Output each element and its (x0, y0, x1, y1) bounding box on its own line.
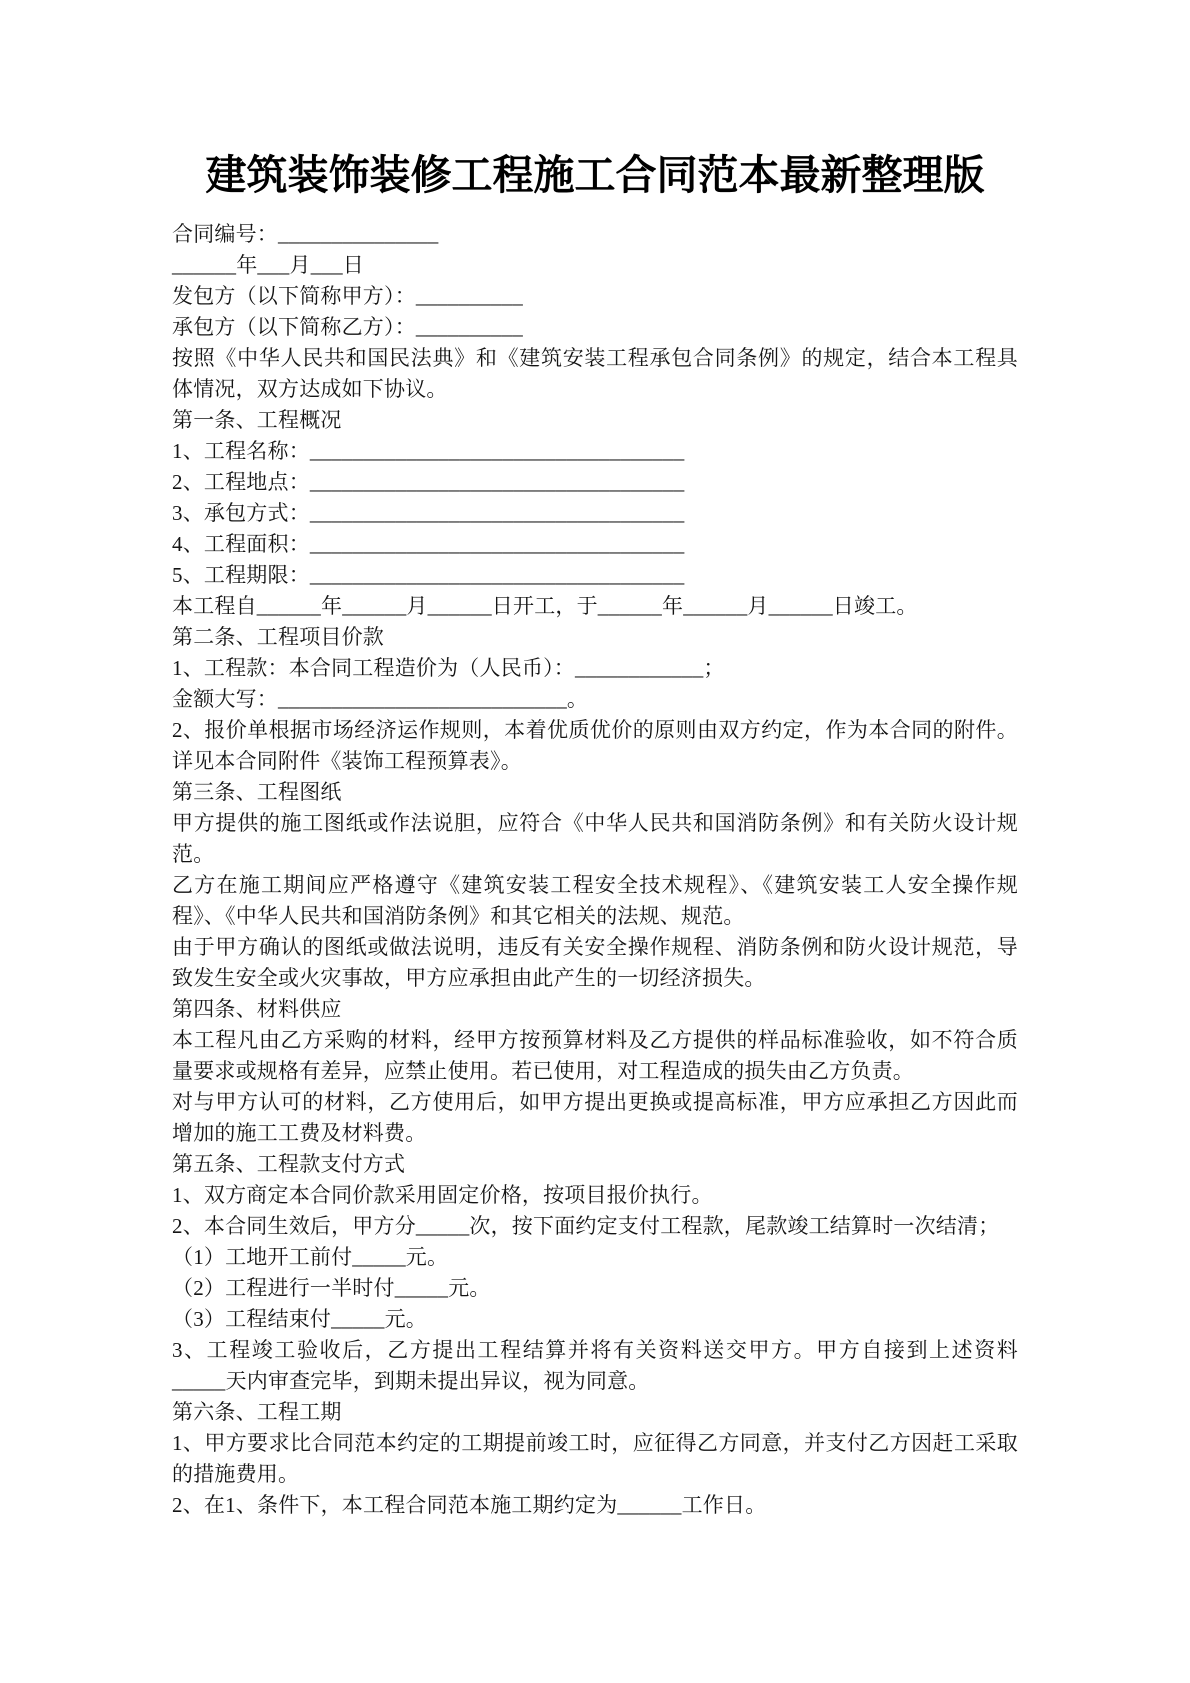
payment-installments-line: 2、本合同生效后，甲方分_____次，按下面约定支付工程款，尾款竣工结算时一次结清； (172, 1214, 1000, 1239)
materials-change-paragraph: 对与甲方认可的材料，乙方使用后，如甲方提出更换或提高标准，甲方应承担乙方因此而增加的施工工费及材料费。 (172, 1090, 1018, 1146)
working-days-line: 2、在1、条件下，本工程合同范本施工期约定为______工作日。 (172, 1493, 767, 1518)
fixed-price-line: 1、双方商定本合同价款采用固定价格，按项目报价执行。 (172, 1183, 713, 1208)
preamble-paragraph: 按照《中华人民共和国民法典》和《建筑安装工程承包合同条例》的规定，结合本工程具体情况，双方达成如下协议。 (172, 346, 1018, 402)
amount-in-words-line: 金额大写：___________________________。 (172, 687, 589, 712)
safety-regulations-paragraph: 乙方在施工期间应严格遵守《建筑安装工程安全技术规程》、《建筑安装工人安全操作规程》、《中华人民共和国消防条例》和其它相关的法规、规范。 (172, 873, 1018, 929)
project-location-line: 2、工程地点：___________________________________ (172, 470, 685, 495)
project-term-line: 5、工程期限：___________________________________ (172, 563, 685, 588)
quotation-paragraph: 2、报价单根据市场经济运作规则，本着优质优价的原则由双方约定，作为本合同的附件。详见本合同附件《装饰工程预算表》。 (172, 718, 1018, 774)
document-title: 建筑装饰装修工程施工合同范本最新整理版 (205, 151, 985, 199)
liability-paragraph: 由于甲方确认的图纸或做法说明，违反有关安全操作规程、消防条例和防火设计规范，导致发生安全或火灾事故，甲方应承担由此产生的一切经济损失。 (172, 935, 1018, 991)
contract-number-line: 合同编号：_______________ (172, 222, 439, 247)
payment-2-line: （2）工程进行一半时付_____元。 (172, 1276, 491, 1301)
early-completion-paragraph: 1、甲方要求比合同范本约定的工期提前竣工时，应征得乙方同意，并支付乙方因赶工采取的措施费用。 (172, 1431, 1018, 1487)
contracting-method-line: 3、承包方式：___________________________________ (172, 501, 685, 526)
payment-3-line: （3）工程结束付_____元。 (172, 1307, 427, 1332)
document-body (172, 219, 1018, 1521)
clause-2-heading: 第二条、工程项目价款 (172, 625, 384, 650)
payment-1-line: （1）工地开工前付_____元。 (172, 1245, 449, 1270)
clause-5-heading: 第五条、工程款支付方式 (172, 1152, 406, 1177)
clause-1-heading: 第一条、工程概况 (172, 408, 342, 433)
party-b-line: 承包方（以下简称乙方）：__________ (172, 315, 523, 340)
party-a-line: 发包方（以下简称甲方）：__________ (172, 284, 523, 309)
project-area-line: 4、工程面积：___________________________________ (172, 532, 685, 557)
construction-dates-line: 本工程自______年______月______日开工，于______年______月______日竣工。 (172, 594, 918, 619)
settlement-paragraph: 3、工程竣工验收后，乙方提出工程结算并将有关资料送交甲方。甲方自接到上述资料_____天内审查完毕，到期未提出异议，视为同意。 (172, 1338, 1018, 1394)
contract-price-line: 1、工程款：本合同工程造价为（人民币）：____________； (172, 656, 725, 681)
clause-3-heading: 第三条、工程图纸 (172, 780, 342, 805)
materials-acceptance-paragraph: 本工程凡由乙方采购的材料，经甲方按预算材料及乙方提供的样品标准验收，如不符合质量要求或规格有差异，应禁止使用。若已使用，对工程造成的损失由乙方负责。 (172, 1028, 1018, 1084)
clause-6-heading: 第六条、工程工期 (172, 1400, 342, 1425)
project-name-line: 1、工程名称：___________________________________ (172, 439, 685, 464)
clause-4-heading: 第四条、材料供应 (172, 997, 342, 1022)
drawings-paragraph: 甲方提供的施工图纸或作法说胆，应符合《中华人民共和国消防条例》和有关防火设计规范。 (172, 811, 1018, 867)
signing-date-line: ______年___月___日 (172, 253, 364, 278)
